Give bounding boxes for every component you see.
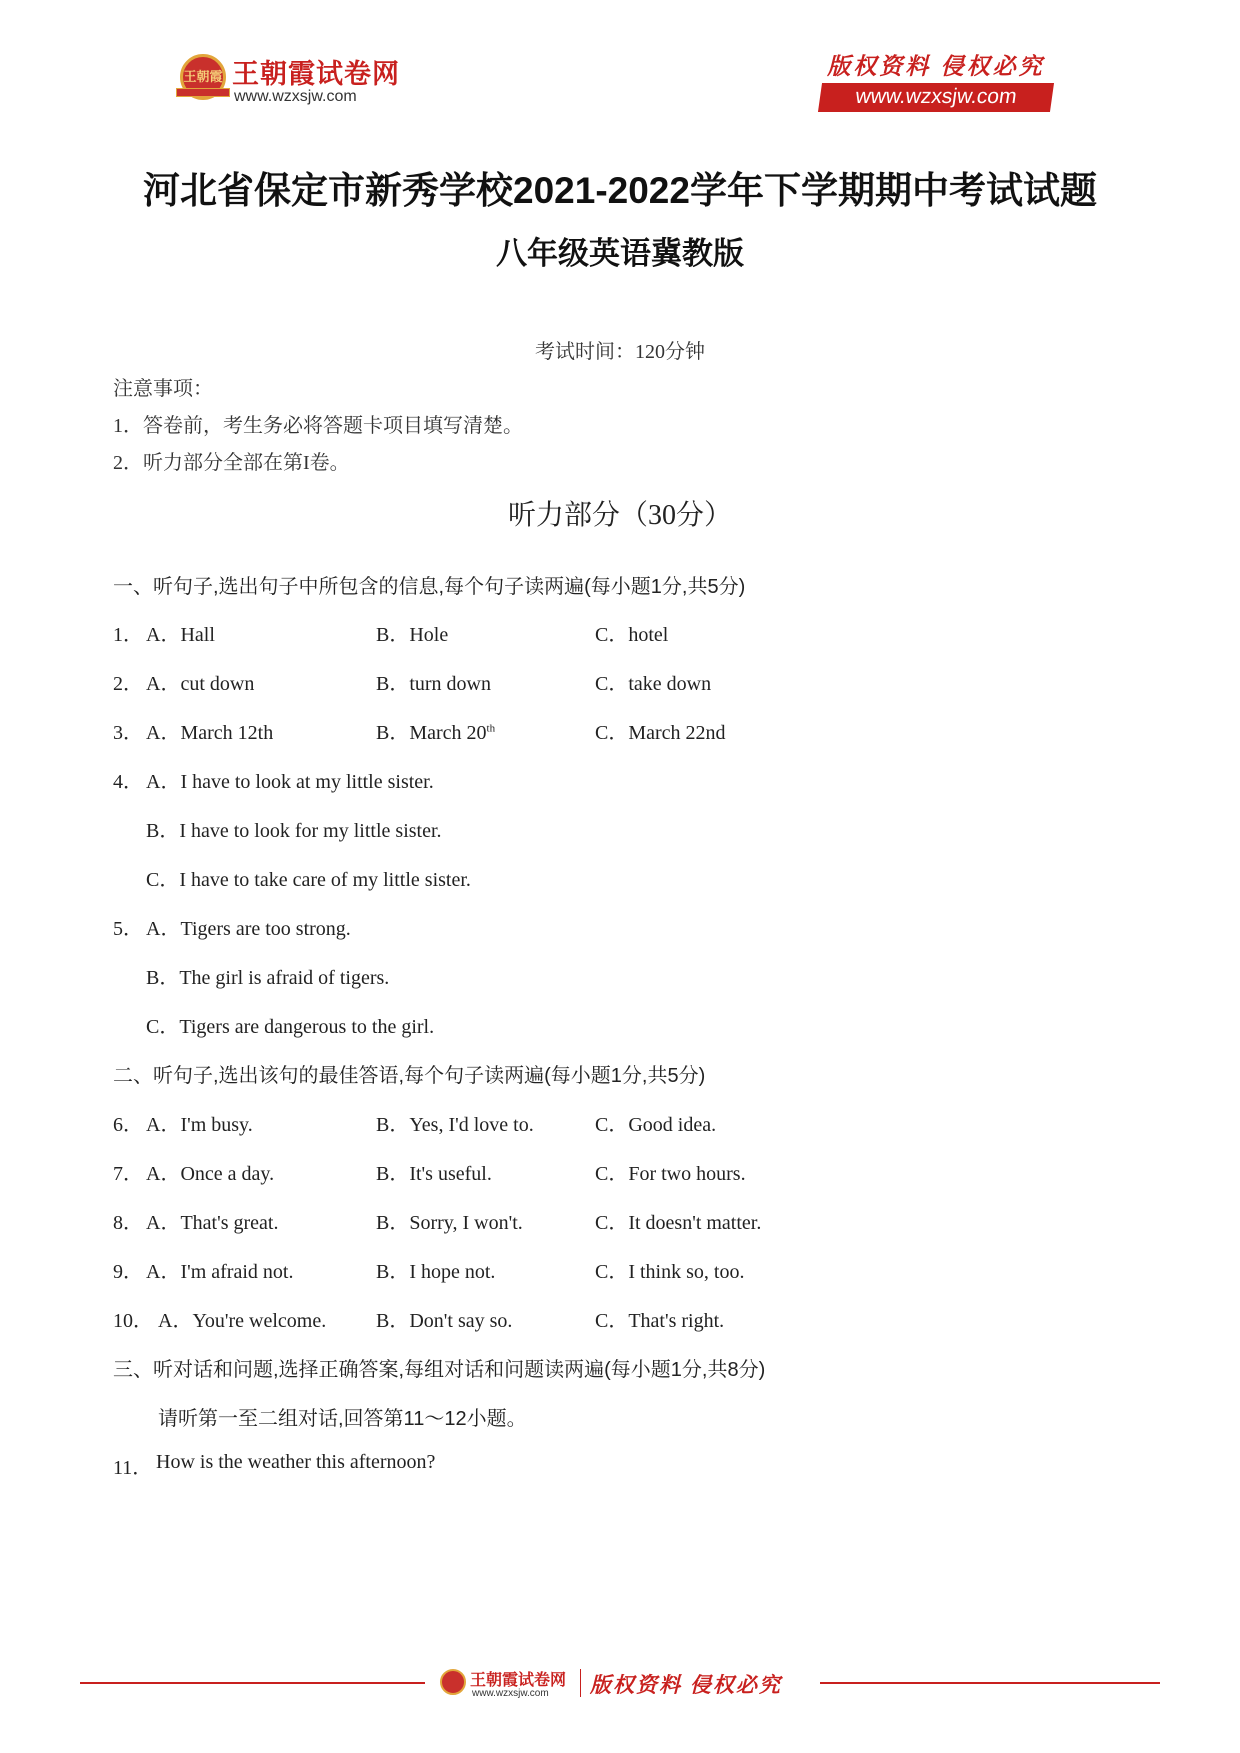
- option-c: C．hotel: [595, 624, 669, 646]
- option-a: A．That's great.: [146, 1212, 279, 1234]
- question-text: How is the weather this afternoon?: [156, 1451, 436, 1473]
- footer-rule-right: [820, 1682, 1160, 1684]
- question-number: 8．: [113, 1212, 143, 1234]
- note-item: 1．答卷前，考生务必将答题卡项目填写清楚。: [113, 415, 523, 437]
- footer-divider: [580, 1669, 581, 1697]
- question-number: 7．: [113, 1163, 143, 1185]
- question-number: 4．: [113, 771, 143, 793]
- option-b: B．turn down: [376, 673, 491, 695]
- footer-brand: [440, 1665, 820, 1705]
- footer-rule-left: [80, 1682, 425, 1684]
- option-a: A．Tigers are too strong.: [146, 918, 351, 940]
- option-c: C．For two hours.: [595, 1163, 746, 1185]
- section-1-heading: 一、听句子,选出句子中所包含的信息,每个句子读两遍(每小题1分,共5分): [113, 576, 746, 598]
- question-number: 2．: [113, 673, 143, 695]
- question-number: 9．: [113, 1261, 143, 1283]
- copyright-badge: [820, 48, 1052, 112]
- section-3-heading: 三、听对话和问题,选择正确答案,每组对话和问题读两遍(每小题1分,共8分): [113, 1359, 766, 1381]
- footer-copyright-text: 版权资料 侵权必究: [590, 1674, 782, 1697]
- option-a: A．I have to look at my little sister.: [146, 771, 434, 793]
- option-a: A．You're welcome.: [158, 1310, 327, 1332]
- listening-section-title: 听力部分（30分）: [507, 500, 732, 531]
- option-b: B．Don't say so.: [376, 1310, 513, 1332]
- question-number: 1．: [113, 624, 143, 646]
- option-c: C．Tigers are dangerous to the girl.: [146, 1016, 435, 1038]
- option-a: A．March 12th: [146, 722, 274, 744]
- option-c: C．That's right.: [595, 1310, 725, 1332]
- footer-logo-name: 王朝霞试卷网: [470, 1672, 567, 1689]
- option-b: B．The girl is afraid of tigers.: [146, 967, 390, 989]
- logo-name: 王朝霞试卷网: [232, 59, 400, 89]
- logo-seal-icon: 王朝霞: [180, 54, 226, 100]
- option-a: A．I'm afraid not.: [146, 1261, 294, 1283]
- ordinal-suffix: th: [486, 722, 496, 735]
- option-a: A．cut down: [146, 673, 255, 695]
- option-a: A．Once a day.: [146, 1163, 275, 1185]
- option-b: B．Hole: [376, 624, 449, 646]
- document-title: 河北省保定市新秀学校2021-2022学年下学期期中考试试题: [143, 170, 1097, 211]
- question-number: 5．: [113, 918, 143, 940]
- option-c: C．I think so, too.: [595, 1261, 745, 1283]
- option-c: C．Good idea.: [595, 1114, 717, 1136]
- option-c: C．take down: [595, 673, 712, 695]
- exam-time: 考试时间：120分钟: [535, 341, 705, 363]
- logo-ribbon: [176, 88, 230, 97]
- option-c: C．It doesn't matter.: [595, 1212, 762, 1234]
- footer-seal-icon: [440, 1669, 466, 1695]
- option-b: [376, 716, 495, 745]
- document-subtitle: 八年级英语冀教版: [496, 236, 744, 271]
- copyright-url: www.wzxsjw.com: [818, 83, 1054, 112]
- option-b: B．Yes, I'd love to.: [376, 1114, 534, 1136]
- option-b: B．It's useful.: [376, 1163, 492, 1185]
- section-3-instruction: 请听第一至二组对话,回答第11～12小题。: [158, 1408, 527, 1430]
- question-number: 3．: [113, 722, 143, 744]
- logo-url: www.wzxsjw.com: [234, 88, 357, 105]
- question-number: 11．: [113, 1457, 153, 1479]
- option-b-text: B．March 20: [376, 722, 487, 744]
- option-b: B．I have to look for my little sister.: [146, 820, 442, 842]
- notes-heading: 注意事项：: [113, 378, 213, 400]
- section-2-heading: 二、听句子,选出该句的最佳答语,每个句子读两遍(每小题1分,共5分): [113, 1065, 706, 1087]
- option-b: B．I hope not.: [376, 1261, 496, 1283]
- option-b: B．Sorry, I won't.: [376, 1212, 523, 1234]
- footer-logo-url: www.wzxsjw.com: [472, 1688, 549, 1699]
- site-logo: [180, 48, 410, 108]
- option-c: C．March 22nd: [595, 722, 726, 744]
- question-number: 10．: [113, 1310, 153, 1332]
- note-item: 2．听力部分全部在第I卷。: [113, 452, 350, 474]
- option-a: A．Hall: [146, 624, 215, 646]
- option-a: A．I'm busy.: [146, 1114, 253, 1136]
- option-c: C．I have to take care of my little sister.: [146, 869, 471, 891]
- question-number: 6．: [113, 1114, 143, 1136]
- copyright-text: 版权资料 侵权必究: [827, 53, 1045, 79]
